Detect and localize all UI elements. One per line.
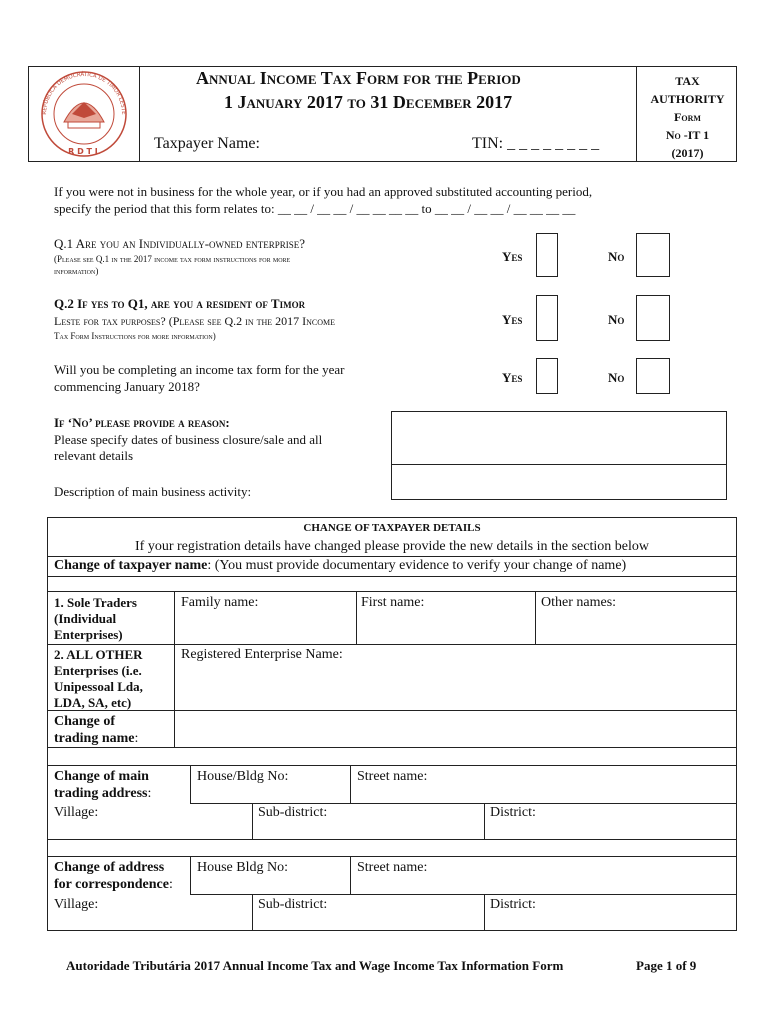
authority-line-3: Form	[674, 110, 701, 124]
logo-cell	[28, 66, 140, 162]
q1-yes-label: Yes	[502, 249, 523, 264]
q3-yes-label: Yes	[502, 370, 523, 385]
house-bldg-field-2[interactable]: House Bldg No:	[197, 860, 288, 875]
q3-label-2: commencing January 2018?	[54, 379, 200, 394]
rule	[47, 856, 737, 857]
q3-label-1: Will you be completing an income tax form for the year	[54, 362, 345, 377]
main-address-label-1: Change of main	[54, 769, 149, 784]
q2-no-label: No	[608, 312, 625, 327]
rule	[350, 856, 351, 894]
village-field[interactable]: Village:	[54, 805, 99, 820]
taxpayer-name-label: Taxpayer Name:	[154, 135, 260, 152]
rule	[190, 803, 737, 804]
main-address-label-2: trading address:	[54, 786, 152, 801]
form-title-line1: Annual Income Tax Form for the Period	[196, 68, 521, 88]
q1-note-2: information)	[54, 266, 99, 276]
rule	[47, 576, 737, 577]
change-name-rest: : (You must provide documentary evidence to verify your change of name)	[207, 558, 627, 573]
details-intro: If your registration details have changed please provide the new details in the section below	[135, 539, 649, 554]
subdistrict-field-2[interactable]: Sub-district:	[258, 897, 328, 912]
first-name-field[interactable]: First name:	[361, 595, 425, 610]
reason-line2: relevant details	[54, 448, 134, 463]
corr-address-label-2: for correspondence:	[54, 877, 173, 892]
national-seal-icon	[28, 66, 140, 162]
q2-yes-checkbox[interactable]	[536, 295, 558, 341]
rule	[252, 803, 253, 839]
authority-line-1: TAX	[675, 74, 700, 88]
q2-label-1: Q.2 If yes to Q1, are you a resident of Timor	[54, 296, 306, 311]
rule	[47, 747, 737, 748]
registered-name-field[interactable]: Registered Enterprise Name:	[181, 647, 343, 662]
sole-traders-label-1: 1. Sole Traders	[54, 595, 137, 610]
q1-note-1: (Please see Q.1 in the 2017 income tax form instructions for more	[54, 254, 291, 264]
business-activity-label: Description of main business activity:	[54, 484, 252, 499]
all-other-label-1: 2. ALL OTHER	[54, 647, 143, 662]
rule	[47, 839, 737, 840]
authority-line-5: (2017)	[671, 146, 704, 160]
period-line1: If you were not in business for the whole year, or if you had an approved substituted accounting period,	[54, 184, 593, 199]
rule	[47, 591, 737, 592]
family-name-field[interactable]: Family name:	[181, 595, 259, 610]
seal-letters: R D T L	[68, 147, 100, 156]
house-bldg-field[interactable]: House/Bldg No:	[197, 769, 289, 784]
street-name-field-2[interactable]: Street name:	[357, 860, 428, 875]
q1-no-label: No	[608, 249, 625, 264]
details-heading: CHANGE OF TAXPAYER DETAILS	[303, 522, 481, 534]
seal-ring-text: REPÚBLICA DEMOCRÁTICA DE TIMOR LESTE	[41, 71, 127, 115]
rule	[47, 710, 737, 711]
rule	[190, 856, 191, 894]
all-other-label-2: Enterprises (i.e.	[54, 663, 142, 678]
district-field-2[interactable]: District:	[490, 897, 536, 912]
all-other-label-4: LDA, SA, etc)	[54, 695, 132, 710]
rule	[252, 894, 253, 931]
q2-label-2: Leste for tax purposes? (Please see Q.2 in the 2017 Income	[54, 314, 336, 328]
q1-label: Q.1 Are you an Individually-owned enterprise?	[54, 236, 306, 251]
footer-text: Autoridade Tributária 2017 Annual Income Tax and Wage Income Tax Information Form	[66, 958, 564, 973]
village-field-2[interactable]: Village:	[54, 897, 99, 912]
authority-cell	[636, 66, 737, 162]
rule	[350, 765, 351, 803]
period-line2: specify the period that this form relates to: __ __ / __ __ / __ __ __ __ to __ __ / __ __ / __ __ __ __	[54, 201, 576, 216]
corr-address-label-1: Change of address	[54, 860, 165, 875]
q2-no-checkbox[interactable]	[636, 295, 670, 341]
rule	[47, 644, 737, 645]
q3-no-checkbox[interactable]	[636, 358, 670, 394]
q3-no-label: No	[608, 370, 625, 385]
change-name-bold: Change of taxpayer name	[54, 558, 208, 573]
rule	[484, 803, 485, 839]
q2-yes-label: Yes	[502, 312, 523, 327]
rule	[47, 556, 737, 557]
rule	[190, 894, 737, 895]
reason-heading: If ‘No’ please provide a reason:	[54, 415, 230, 430]
rule	[47, 765, 737, 766]
other-names-field[interactable]: Other names:	[541, 595, 617, 610]
change-name-line	[54, 558, 626, 574]
q1-no-checkbox[interactable]	[636, 233, 670, 277]
q1-yes-checkbox[interactable]	[536, 233, 558, 277]
trading-name-label-1: Change of	[54, 714, 116, 729]
reason-line1: Please specify dates of business closure/sale and all	[54, 432, 323, 447]
page-number: Page 1 of 9	[636, 958, 697, 973]
q2-note: Tax Form Instructions for more information)	[54, 331, 216, 341]
street-name-field[interactable]: Street name:	[357, 769, 428, 784]
q3-yes-checkbox[interactable]	[536, 358, 558, 394]
business-activity-input-box[interactable]	[391, 464, 727, 500]
rule	[174, 591, 175, 747]
authority-line-4: No -IT 1	[665, 128, 710, 142]
authority-line-2: AUTHORITY	[650, 92, 725, 106]
rule	[484, 894, 485, 931]
rule	[356, 591, 357, 644]
rule	[535, 591, 536, 644]
sole-traders-label-3: Enterprises)	[54, 627, 123, 642]
trading-name-label-2: trading name:	[54, 731, 139, 746]
rule	[190, 765, 191, 803]
reason-input-box[interactable]	[391, 411, 727, 465]
subdistrict-field[interactable]: Sub-district:	[258, 805, 328, 820]
all-other-label-3: Unipessoal Lda,	[54, 679, 143, 694]
district-field[interactable]: District:	[490, 805, 536, 820]
sole-traders-label-2: (Individual	[54, 611, 117, 626]
tin-label: TIN: _ _ _ _ _ _ _ _	[472, 135, 600, 152]
form-title-line2: 1 January 2017 to 31 December 2017	[224, 92, 513, 112]
